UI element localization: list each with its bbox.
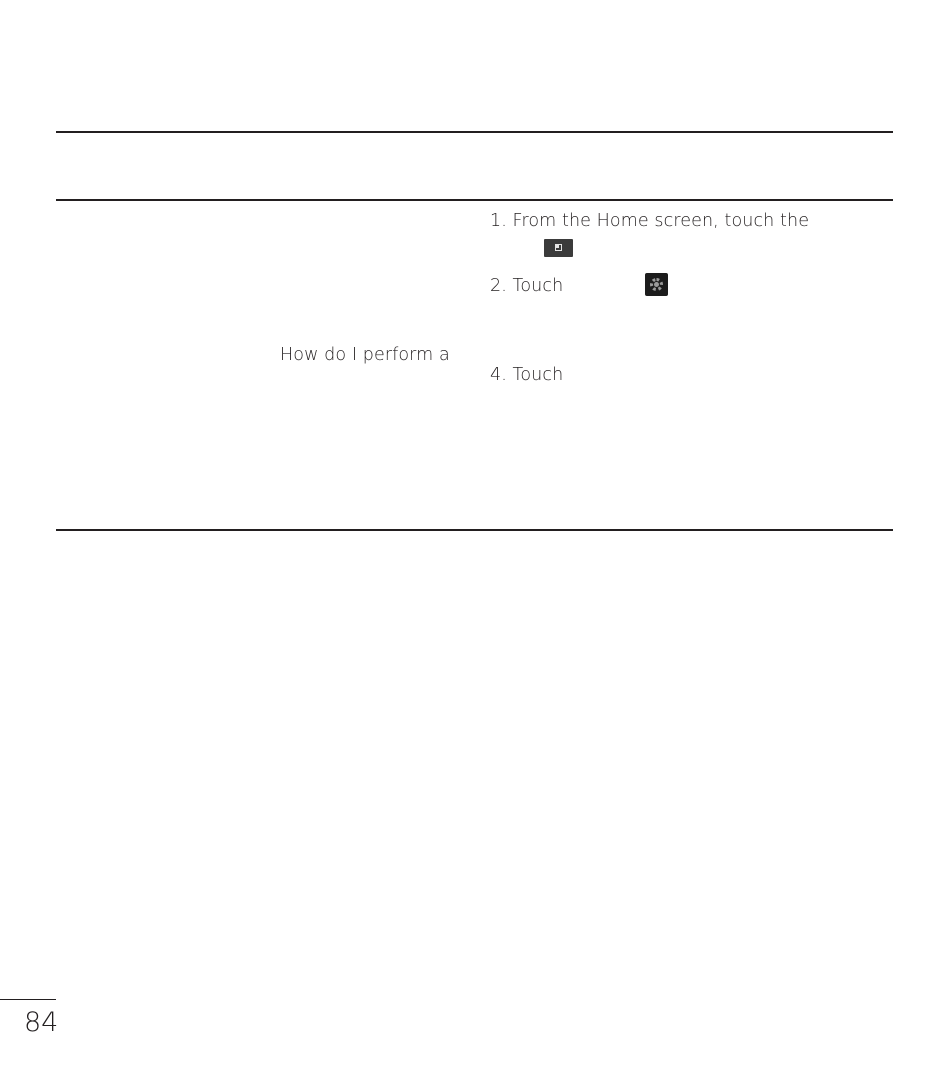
page-number-rule bbox=[0, 999, 56, 1000]
table-header-rule bbox=[56, 199, 893, 201]
table-top-rule bbox=[56, 131, 893, 133]
table-bottom-rule bbox=[56, 529, 893, 531]
page-number: 84 bbox=[24, 1007, 59, 1038]
step-4: 4. Touch bbox=[490, 365, 564, 385]
recent-apps-icon bbox=[544, 239, 573, 257]
settings-gear-hub bbox=[654, 282, 659, 287]
recent-apps-icon-fill bbox=[555, 244, 559, 248]
step-1: 1. From the Home screen, touch the bbox=[490, 211, 810, 231]
faq-question: How do I perform a bbox=[280, 345, 450, 365]
settings-gear-icon bbox=[645, 273, 668, 296]
step-2: 2. Touch bbox=[490, 276, 564, 296]
